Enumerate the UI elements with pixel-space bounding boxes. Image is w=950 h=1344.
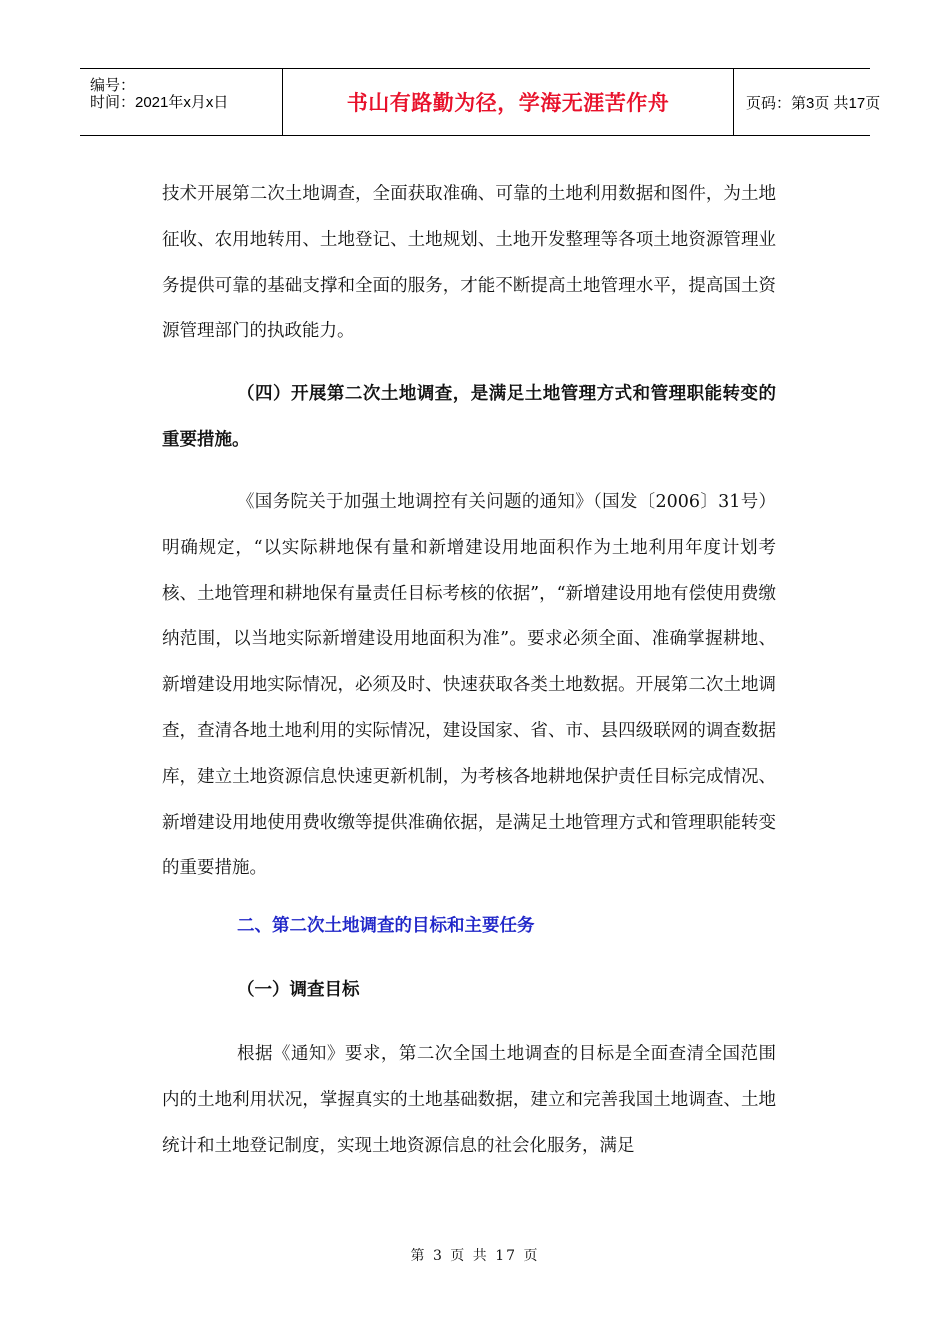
header-meta-cell	[80, 69, 282, 135]
date-line: 时间：2021年x月x日	[90, 94, 229, 111]
header-page-info: 页码：第3页 共17页	[746, 94, 881, 112]
header-motto-cell	[282, 69, 734, 135]
page-footer: 第 3 页 共 17 页	[410, 1248, 540, 1264]
paragraph-3: 根据《通知》要求，第二次全国土地调查的目标是全面查清全国范围内的土地利用状况，掌握真实的土地基础数据，建立和完善我国土地调查、土地统计和土地登记制度，实现土地资源信息的社会化服务，满足	[162, 1044, 776, 1156]
number-label: 编号：	[90, 77, 136, 94]
motto-text: 书山有路勤为径，学海无涯苦作舟	[346, 91, 670, 115]
paragraph-1: 技术开展第二次土地调查，全面获取准确、可靠的土地利用数据和图件，为土地征收、农用地转用、土地登记、土地规划、土地开发整理等各项土地资源管理业务提供可靠的基础支撑和全面的服务，才能不断提高土地管理水平，提高国土资源管理部门的执政能力。	[162, 184, 776, 342]
section-heading-2: 二、第二次土地调查的目标和主要任务	[237, 916, 535, 936]
page-header	[80, 68, 881, 136]
paragraph-2: 《国务院关于加强土地调控有关问题的通知》（国发〔2006〕31号）明确规定，“以实际耕地保有量和新增建设用地面积作为土地利用年度计划考核、土地管理和耕地保有量责任目标考核的依据”，“新增建设用地有偿使用费缴纳范围，以当地实际新增建设用地面积为准”。要求必须全面、准确掌握耕地、新增建设用地实际情况，必须及时、快速获取各类土地数据。开展第二次土地调查，查清各地土地利用的实际情况，建设国家、省、市、县四级联网的调查数据库，建立土地资源信息快速更新机制，为考核各地耕地保护责任目标完成情况、新增建设用地使用费收缴等提供准确依据，是满足土地管理方式和管理职能转变的重要措施。	[162, 492, 776, 879]
subheading-goal: （一）调查目标	[237, 980, 360, 1000]
heading-4: （四）开展第二次土地调查，是满足土地管理方式和管理职能转变的重要措施。	[162, 384, 776, 450]
